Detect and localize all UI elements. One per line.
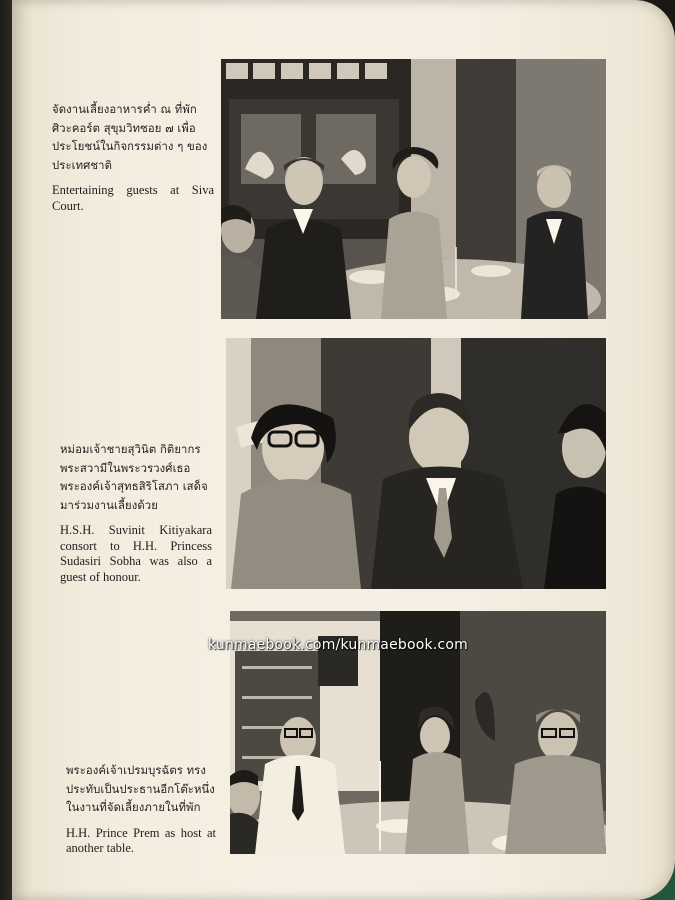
- caption-3: [66, 762, 216, 857]
- guest-of-honour-photo: [226, 338, 606, 589]
- dinner-guests-illustration: [221, 59, 606, 319]
- caption-3-english: H.H. Prince Prem as host at another table.: [66, 825, 216, 855]
- caption-3-thai: พระองค์เจ้าเปรมบุรฉัตร ทรง ประทับเป็นประธานอีกโต๊ะหนึ่ง ในงานที่จัดเลี้ยงภายในที่พัก: [66, 764, 215, 814]
- watermark-text: kunmaebook.com/kunmaebook.com: [208, 637, 468, 653]
- dinner-guests-photo: [221, 59, 606, 319]
- caption-2: [60, 441, 212, 585]
- guest-of-honour-illustration: [226, 338, 606, 589]
- caption-1-english: Entertaining guests at Siva Court.: [52, 183, 214, 213]
- caption-2-thai: หม่อมเจ้าชายสุวินิต กิติยากร พระสวามีในพระวรวงศ์เธอ พระองค์เจ้าสุทธสิริโสภา เสด็จ มาร่วมงานเลี้ยงด้วย: [60, 443, 208, 512]
- caption-1-thai: จัดงานเลี้ยงอาหารค่ำ ณ ที่พัก ศิวะคอร์ต สุขุมวิทซอย ๗ เพื่อ ประโยชน์ในกิจกรรมต่าง ๆ ของ ประเทศชาติ: [52, 103, 208, 172]
- caption-2-english: H.S.H. Suvinit Kitiyakara consort to H.H. Princess Sudasiri Sobha was also a guest of honour.: [60, 523, 212, 584]
- caption-1: [52, 101, 214, 214]
